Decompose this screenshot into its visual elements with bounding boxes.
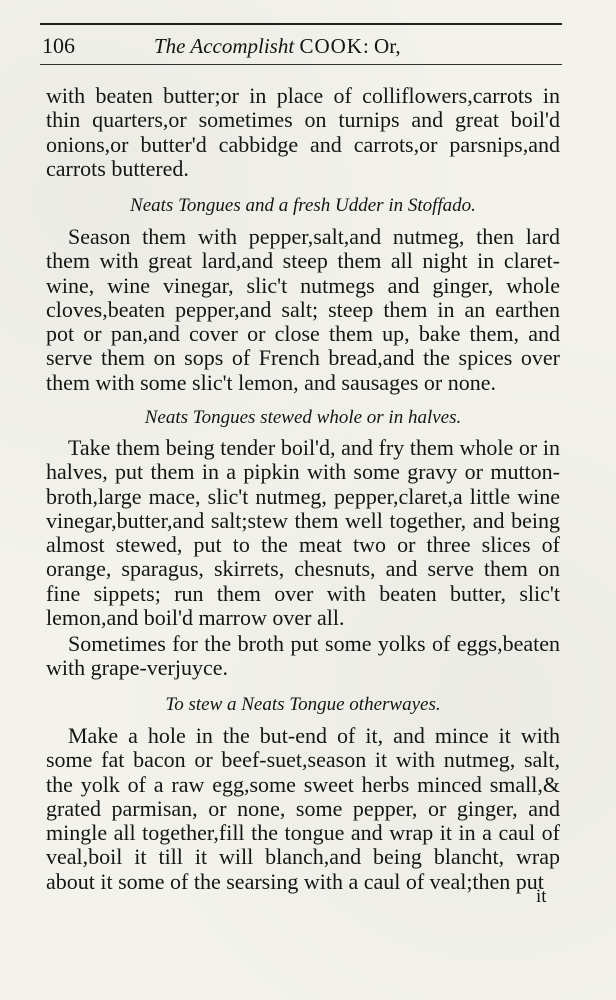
recipe-note-stewed: Sometimes for the broth put some yolks of eggs,beaten with grape-verjuyce. xyxy=(46,631,560,681)
intro-paragraph: with beaten butter;or in place of colliflowers,carrots in thin quarters,or sometimes on turnips and great boil'd onions,or butter'd cabbidge and carrots,or parsnips,and carrots buttered. xyxy=(46,83,560,181)
header-rule xyxy=(40,64,562,65)
running-title xyxy=(154,30,401,62)
page-header xyxy=(42,30,562,62)
recipe-title-stew-otherwayes: To stew a Neats Tongue otherwayes. xyxy=(165,694,441,715)
recipe-title-neats-tongues-stewed: Neats Tongues stewed whole or in halves. xyxy=(144,407,462,428)
recipe-paragraph-stewed: Take them being tender boil'd, and fry them whole or in halves, put them in a pipkin with some gravy or mutton-broth,large mace, slic't nutmeg, pepper,claret,a little wine vinegar,butter,and salt;stew them well together, and being almost stewed, put to the meat two or three slices of orange, sparagus, skirrets, chesnuts, and serve them on fine sippets; run them over with beaten butter, slic't lemon,and boil'd marrow over all. xyxy=(46,435,560,631)
running-title-small-caps: COOK xyxy=(299,34,363,58)
recipe-title-neats-tongues-stoffado: Neats Tongues and a fresh Udder in Stoffado. xyxy=(130,195,476,216)
catchword: it xyxy=(536,886,547,907)
recipe-paragraph-otherwayes: Make a hole in the but-end of it, and mince it with some fat bacon or beef-suet,season it with nutmeg, salt, the yolk of a raw egg,some sweet herbs minced small,& grated parmisan, or none, some pepper, or ginger, and mingle all together,fill the tongue and wrap it in a caul of veal,boil it till it will blanch,and being blancht, wrap about it some of the searsing with a caul of veal;then put xyxy=(46,723,560,894)
running-title-prefix: The Accomplisht xyxy=(154,34,295,58)
page-number: 106 xyxy=(42,33,75,58)
running-title-suffix: : Or, xyxy=(362,34,401,58)
recipe-paragraph-stoffado: Season them with pepper,salt,and nutmeg, then lard them with great lard,and steep them all night in claret-wine, wine vinegar, slic't nutmegs and ginger, whole cloves,beaten pepper,and salt; steep them in an earthen pot or pan,and cover or close them up, bake them, and serve them on sops of French bread,and the spices over them with some slic't lemon, and sausages or none. xyxy=(46,224,560,395)
top-rule xyxy=(40,23,562,25)
